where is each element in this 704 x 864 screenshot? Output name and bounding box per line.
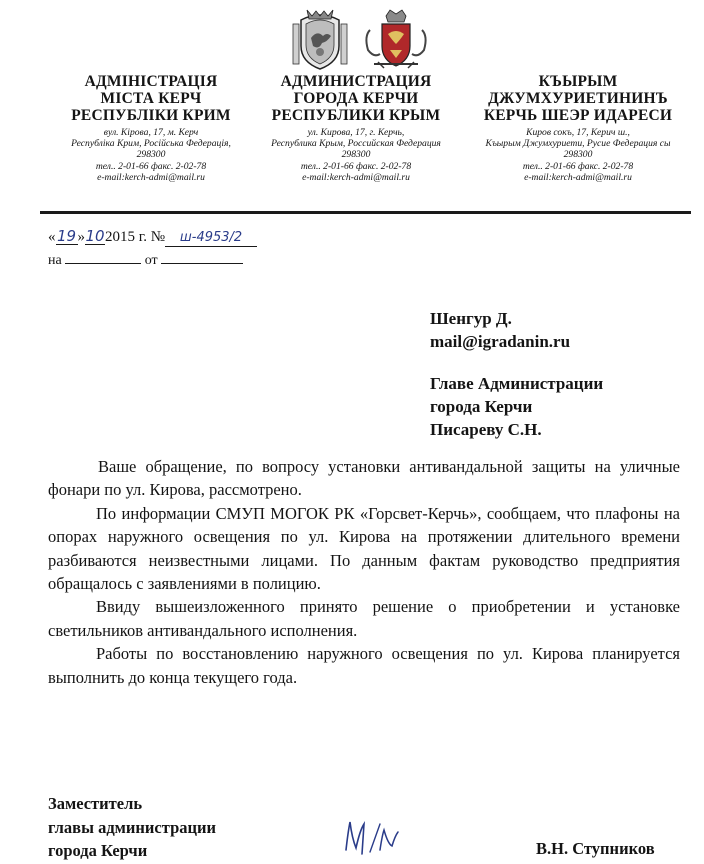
header-address-line: вул. Кірова, 17, м. Керч [103, 127, 199, 138]
reference-number: ш-4953/2 [165, 230, 257, 247]
addressee-line: Главе Администрации [430, 374, 604, 393]
signer-title-line: города Керчи [48, 841, 148, 860]
body-paragraph: По информации СМУП МОГОК РК «Горсвет-Керчь», сообщаем, что плафоны на опорах наружного освещения по ул. Кирова на протяжении длительного времени разбиваются неизвестными лицами. По данным фактам руководство предприятия обращалось с заявлениями в полицию. [48, 503, 680, 594]
header-address-line: Къырым Джумхуриети, Русие Федерация сы [485, 138, 671, 150]
reference-year: 2015 г. № [105, 229, 166, 245]
header-address-line: 298300 [136, 149, 166, 161]
reference-line [48, 228, 257, 247]
signer-title-line: Заместитель [48, 794, 143, 813]
header-title-line: АДМІНІСТРАЦІЯ [84, 73, 218, 90]
ot-label: от [144, 253, 158, 268]
na-blank [65, 250, 141, 264]
na-label: на [48, 253, 62, 268]
header-title-line: ДЖУМХУРИЕТИНИНЪ [488, 90, 668, 107]
header-title-line: МІСТА КЕРЧ [100, 90, 202, 107]
header-address-line: Республіка Крим, Російська Федерація, [71, 138, 231, 150]
header-address-line: 298300 [341, 149, 371, 161]
reference-day: 19 [56, 227, 77, 245]
signer-name: В.Н. Ступников [536, 839, 655, 858]
addressee-line: города Керчи [430, 397, 533, 416]
header-address-line: e-mail:kerch-admi@mail.ru [97, 171, 205, 183]
header-address-line: 298300 [563, 149, 593, 161]
kerch-coat-of-arms-icon [360, 6, 432, 72]
incoming-reference-line [48, 250, 243, 269]
header-title-line: ГОРОДА КЕРЧИ [293, 90, 419, 107]
header-title-line: КЪЫРЫМ [538, 73, 618, 90]
header-address-line: Республика Крым, Российская Федерация [271, 138, 441, 150]
signer-title-line: главы администрации [48, 817, 217, 837]
body-paragraph: Работы по восстановлению наружного освещения по ул. Кирова планируется выполнить до конца текущего года. [48, 644, 680, 687]
crimea-coat-of-arms-icon [289, 6, 351, 72]
open-quote: « [48, 229, 56, 245]
header-title-line: КЕРЧЬ ШЕЭР ИДАРЕСИ [483, 107, 673, 124]
handwritten-signature [340, 810, 402, 860]
ot-blank [161, 250, 243, 264]
header-address-line: Киров сокъ, 17, Керич ш., [526, 127, 630, 138]
addressee-line: Шенгур Д. [430, 309, 512, 328]
header-title-line: РЕСПУБЛІКИ КРИМ [71, 107, 231, 124]
header-address-line: тел.. 2-01-66 факс. 2-02-78 [522, 160, 634, 172]
header-ukrainian [40, 73, 262, 183]
header-divider [40, 211, 691, 214]
body-paragraph: Ввиду вышеизложенного принято решение о приобретении и установке светильников антивандального исполнения. [48, 597, 680, 640]
letter-body [48, 455, 680, 689]
header-title-line: АДМИНИСТРАЦИЯ [280, 73, 432, 90]
addressee-line: mail@igradanin.ru [430, 332, 571, 351]
header-address-line: тел.. 2-01-66 факс. 2-02-78 [95, 160, 207, 172]
signer-title [48, 792, 216, 863]
header-address-line: e-mail:kerch-admi@mail.ru [302, 171, 410, 183]
header-address-line: тел.. 2-01-66 факс. 2-02-78 [300, 160, 412, 172]
reference-month: 10 [85, 227, 105, 245]
header-address-line: ул. Кирова, 17, г. Керчь, [307, 127, 405, 138]
addressee-head [430, 372, 603, 441]
body-paragraph: Ваше обращение, по вопросу установки антивандальной защиты на уличные фонари по ул. Кирова, рассмотрено. [48, 457, 680, 500]
header-address-line: e-mail:kerch-admi@mail.ru [524, 171, 632, 183]
close-quote: » [77, 229, 85, 245]
addressee-recipient [430, 307, 570, 353]
addressee-line: Писареву С.Н. [430, 420, 542, 439]
header-crimean-tatar [462, 73, 694, 183]
header-title-line: РЕСПУБЛИКИ КРЫМ [271, 107, 441, 124]
header-russian [248, 73, 464, 183]
